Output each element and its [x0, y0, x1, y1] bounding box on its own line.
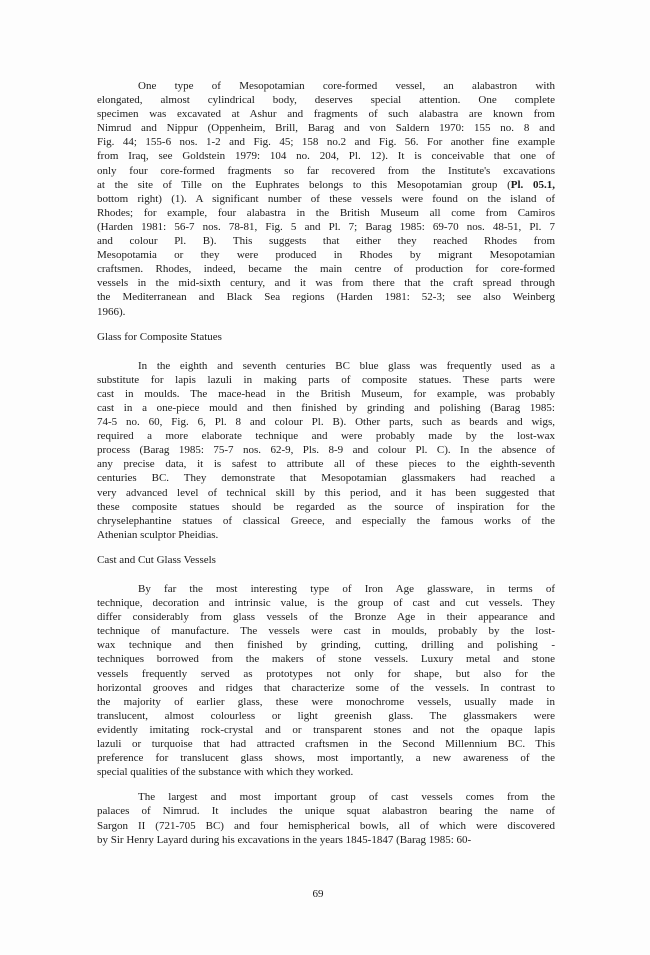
text-line: vessels frequently served as prototypes not only for shape, but also for the [97, 667, 555, 680]
text-line: 74-5 no. 60, Fig. 6, Pl. 8 and colour Pl. B). Other parts, such as beards and wigs, [97, 416, 555, 429]
text-line: differ considerably from glass vessels of the Bronze Age in their appearance and [97, 611, 555, 624]
text-line: the Mediterranean and Black Sea regions (Harden 1981: 52-3; see also Weinberg [97, 291, 555, 304]
text-column [97, 79, 555, 901]
text-line: centuries BC. They demonstrate that Mesopotamian glassmakers had reached a [97, 472, 555, 485]
text-line: (Harden 1981: 56-7 nos. 78-81, Fig. 5 and Pl. 7; Barag 1985: 69-70 nos. 48-51, Pl. 7 [97, 220, 555, 233]
text-line: at the site of Tille on the Euphrates belongs to this Mesopotamian group (Pl. 05.1, [97, 178, 555, 191]
paragraph-nimrud-cast-vessels [97, 790, 555, 846]
text-line: cast in a one-piece mould and then finished by grinding and polishing (Barag 1985: [97, 401, 555, 414]
text-line: horizontal grooves and ridges that characterize some of the vessels. In contrast to [97, 681, 555, 694]
text-line: only four core-formed fragments so far recovered from the Institute's excavations [97, 164, 555, 177]
text-line: special qualities of the substance with which they worked. [97, 766, 354, 779]
text-line: One type of Mesopotamian core-formed vessel, an alabastron with [138, 80, 555, 92]
text-line: specimen was excavated at Ashur and fragments of such alabastra are known from [97, 108, 555, 121]
text-line: chryselephantine statues of classical Greece, and especially the famous works of the [97, 514, 555, 527]
text-line: substitute for lapis lazuli in making parts of composite statues. These parts were [97, 373, 555, 386]
text-line: process (Barag 1985: 75-7 nos. 62-9, Pls. 8-9 and colour Pl. C). In the absence of [97, 444, 555, 457]
text-line: these composite statues should be regarded as the source of inspiration for the [97, 500, 555, 513]
text-line: elongated, almost cylindrical body, deserves special attention. One complete [97, 94, 555, 107]
text-line: Rhodes; for example, four alabastra in the British Museum all come from Camiros [97, 206, 555, 219]
page-number: 69 [312, 887, 324, 900]
text-line: The largest and most important group of cast vessels comes from the [138, 791, 555, 804]
text-line: Nimrud and Nippur (Oppenheim, Brill, Barag and von Saldern 1970: 155 no. 8 and [97, 122, 555, 135]
text-line: 1966). [97, 305, 126, 318]
text-line: Sargon II (721-705 BC) and four hemispherical bowls, all of which were discovered [97, 819, 555, 832]
text-line: vessels in the mid-sixth century, and it was from there that the craft spread through [97, 277, 555, 290]
text-line: technique, decoration and intrinsic value, is the group of cast and cut vessels. They [97, 597, 555, 610]
text-line: craftsmen. Rhodes, indeed, became the main centre of production for core-formed [97, 263, 555, 276]
text-line: wax technique and then finished by grinding, cutting, drilling and polishing - [97, 639, 555, 652]
text-line: Fig. 44; 155-6 nos. 1-2 and Fig. 45; 158 no.2 and Fig. 56. For another fine example [97, 136, 555, 149]
text-line: By far the most interesting type of Iron Age glassware, in terms of [138, 583, 555, 595]
paragraph-cast-and-cut-vessels [97, 582, 555, 779]
text-line: translucent, almost colourless or light greenish glass. The glassmakers were [97, 709, 555, 722]
text-line: lazuli or turquoise that had attracted craftsmen in the Second Millennium BC. This [97, 738, 555, 751]
text-line: technique of manufacture. The vessels were cast in moulds, probably by the lost- [97, 625, 555, 638]
text-line: cast in moulds. The mace-head in the British Museum, for example, was probably [97, 387, 555, 400]
text-line: very advanced level of technical skill by this period, and it has been suggested that [97, 486, 555, 499]
text-line: techniques borrowed from the makers of stone vessels. Luxury metal and stone [97, 653, 555, 666]
section-heading-glass-for-composite-statues: Glass for Composite Statues [97, 330, 222, 343]
paragraph-composite-statues [97, 359, 555, 542]
text-line: by Sir Henry Layard during his excavations in the years 1845-1847 (Barag 1985: 60- [97, 833, 472, 846]
text-line: preference for translucent glass shows, most importantly, a new awareness of the [97, 752, 555, 765]
text-line: Mesopotamia or they were produced in Rhodes by migrant Mesopotamian [97, 249, 555, 262]
paragraph-core-formed-vessels [97, 79, 555, 319]
text-line: any precise data, it is safest to attribute all of these pieces to the eighth-seventh [97, 458, 555, 471]
text-line: palaces of Nimrud. It includes the unique squat alabastron bearing the name of [97, 805, 555, 818]
text-line: the majority of earlier glass, these were monochrome vessels, usually made in [97, 695, 555, 708]
text-line: In the eighth and seventh centuries BC blue glass was frequently used as a [138, 359, 555, 372]
text-line: from Iraq, see Goldstein 1979: 104 no. 204, Pl. 12). It is conceivable that one of [97, 150, 555, 163]
text-line: evidently imitating rock-crystal and or transparent stones and not the opaque lapis [97, 723, 555, 736]
text-line: bottom right) (1). A significant number of these vessels were found on the island of [97, 192, 555, 205]
text-line: Athenian sculptor Pheidias. [97, 528, 219, 541]
section-heading-cast-and-cut-glass-vessels: Cast and Cut Glass Vessels [97, 553, 216, 566]
text-line: and colour Pl. B). This suggests that either they reached Rhodes from [97, 235, 555, 248]
text-line: required a more elaborate technique and were probably made by the lost-wax [97, 430, 555, 443]
